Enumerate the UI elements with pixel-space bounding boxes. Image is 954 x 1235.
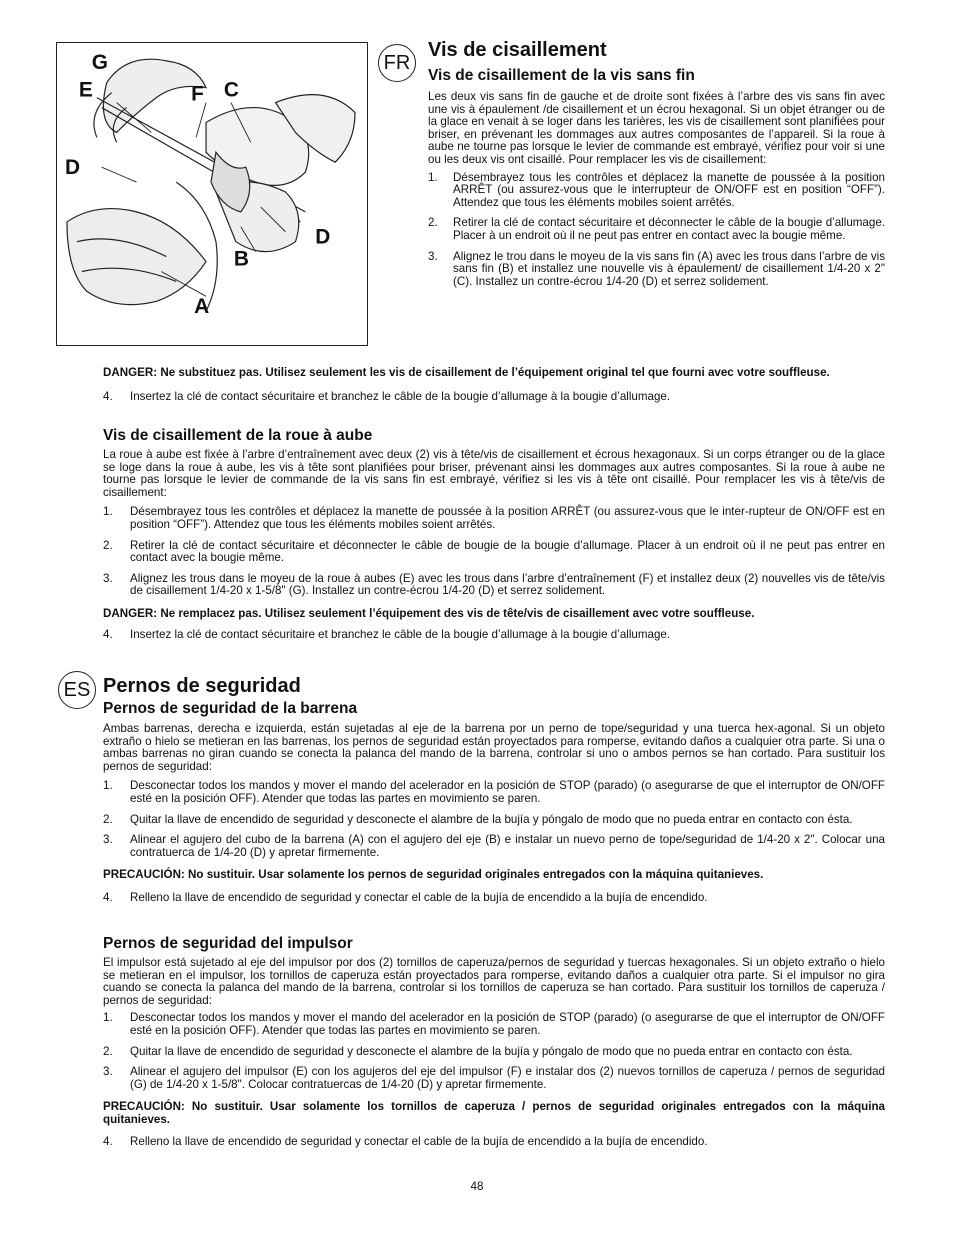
list-item (0, 892, 885, 905)
step-number: 4. (103, 389, 113, 403)
step-text: Quitar la llave de encendido de seguridad y desconecte el alambre de la bujía y póngalo de modo que no pueda entrar en contacto con ésta. (130, 812, 853, 826)
callout-e: E (78, 78, 93, 102)
es-sec1-intro: Ambas barrenas, derecha e izquierda, están sujetadas al eje de la barrena por un perno de tope/seguridad y una tuerca hex-agonal. Si un objeto extraño o hielo se metieran en las barrenas, los pernos de seguridad están proyectados para romperse, evitando daños a cualquier otra parte. Si una o ambas barrenas no giran cuando se conecta la palanca del mando de la barrena, controlar si uno o ambos pernos se han cortado. Para sustituir los pernos de seguridad: (103, 722, 885, 773)
fr-sec2-intro: La roue à aube est fixée à l’arbre d’entraînement avec deux (2) vis à tête/vis de cisaillement et écrous hexagonaux. Si un corps étranger ou de la glace se loge dans la roue à aube, les vis à tête sont planifiées pour briser, prévenant ainsi les dommages aux autres composantes. Si la roue à aube ne tourne pas lorsque le levier de commande de la vis sans fin est embrayé, vérifiez si les vis à tête ont cisaillé. Pour remplacer les vis à tête/vis de cisaillement: (103, 448, 885, 499)
step-number: 3. (103, 833, 113, 847)
fr-sec1-intro: Les deux vis sans fin de gauche et de droite sont fixées à l’arbre des vis sans fin avec une vis à épaulement /de cisaillement et un écrou hexagonal. Si un objet étranger ou de la glace en venait à se loger dans les tarières, les vis de cisaillement sont planifiées pour briser, en prévenant les dommages aux autres composantes de l’appareil. Si la roue à aube ne tourne pas lorsque le levier de commande est embrayé, vérifiez pour voir si une ou les deux vis ont cisaillé. Pour remplacer les vis de cisaillement: (428, 90, 885, 166)
auger-impeller-drawing (57, 43, 367, 345)
step-text: Retirer la clé de contact sécuritaire et déconnecter le câble de la bougie d’allumage. Placer à un endroit où il ne peut pas entrer en contact avec la bougie même. (453, 216, 885, 242)
step-text: Désembrayez tous les contrôles et déplacez la manette de poussée à la position ARRÊT (ou assurez-vous que le inter-rupteur de ON/OFF est en position “OFF”). Attendez que tous les éléments mobiles soient arrêtés. (130, 505, 885, 531)
step-number: 3. (103, 571, 113, 585)
list-item (0, 780, 885, 805)
step-text: Retirer la clé de contact sécuritaire et déconnecter le câble de bougie de la bougie d’allumage. Placer à un endroit où il ne peut pas entrer en contact avec la bougie même. (130, 538, 885, 565)
step-text: Desconectar todos los mandos y mover el mando del acelerador en la posición de STOP (parado) (o asegurarse de que el interruptor de ON/OFF esté en la posición OFF). Atender que todas las partes en movimiento se paren. (130, 1011, 885, 1037)
step-text: Alinear el agujero del cubo de la barrena (A) con el agujero del eje (B) e instalar un nuevo perno de tope/seguridad de 1/4-20 x 2". Colocar una contratuerca de 1/4-20 (D) y apretar firmemente. (130, 833, 885, 859)
step-number: 2. (428, 216, 438, 230)
step-text: Désembrayez tous les contrôles et déplacez la manette de poussée à la position ARRÊT (ou assurez-vous que le interrupteur de ON/OFF est en position “OFF”). Attendez que tous les éléments mobiles soient arrêtés. (453, 170, 885, 209)
step-text: Relleno la llave de encendido de seguridad y conectar el cable de la bujía de encendido a la bujía de encendido. (130, 1134, 708, 1148)
fr-language-badge (378, 44, 416, 82)
es-sec2-heading: Pernos de seguridad del impulsor (103, 935, 353, 952)
callout-d-left: D (64, 156, 81, 180)
es-sec1-heading: Pernos de seguridad de la barrena (103, 700, 358, 717)
list-item (0, 506, 885, 531)
list-item (428, 172, 885, 210)
es-sec2-body (103, 957, 885, 1148)
step-number: 1. (103, 1011, 113, 1025)
step-text: Alinear el agujero del impulsor (E) con los agujeros del eje del impulsor (F) e instalar dos (2) nuevos tornillos de caperuza / pernos de seguridad (G) de 1/4-20 x 1-5/8". Colocar contratuercas de 1/4-20 (D) y apretar firmemente. (130, 1065, 885, 1091)
callout-b: B (233, 247, 249, 271)
step-number: 4. (103, 627, 113, 641)
step-text: Alignez le trou dans le moyeu de la vis sans fin (A) avec les trous dans l’arbre de vis sans fin (B) et installez une nouvelle vis à épaulement/ de cisaillement 1/4-20 x 2" (C). Installez un contre-écrou 1/4-20 (D) et serrez solidement. (453, 249, 885, 288)
step-text: Insertez la clé de contact sécuritaire et branchez le câble de la bougie d’allumage à la bougie d’allumage. (130, 389, 671, 403)
step-number: 2. (103, 1044, 113, 1058)
es-sec1-danger: PRECAUCIÓN: No sustituir. Usar solamente los pernos de seguridad originales entregados con la máquina quitanieves. (103, 868, 764, 882)
fr-sec1-lower (103, 367, 885, 403)
step-text: Alignez les trous dans le moyeu de la roue à aubes (E) avec les trous dans l’arbre d’entraînement (F) et installez deux (2) nouvelles vis de tête/vis de cisaillement 1/4-20 x 1-5/8" (G). Installez un contre-écrou 1/4-20 (D) et serrez solidement. (130, 571, 885, 598)
es-title: Pernos de seguridad (103, 675, 301, 697)
es-sec1-body (103, 723, 885, 905)
step-number: 3. (428, 249, 438, 263)
step-text: Quitar la llave de encendido de seguridad y desconecte el alambre de la bujía y póngalo de modo que no pueda entrar en contacto con ésta. (130, 1044, 853, 1058)
callout-d-right: D (315, 225, 331, 249)
step-number: 3. (103, 1065, 113, 1079)
step-text: Insertez la clé de contact sécuritaire et branchez le câble de la bougie d’allumage à la bougie d’allumage. (130, 627, 671, 641)
step-text: Desconectar todos los mandos y mover el mando del acelerador en la posición de STOP (parado) (o asegurarse de que el interruptor de ON/OFF esté en la posición OFF). Atender que todas las partes en movimiento se paren. (130, 779, 885, 805)
es-badge-text: ES (63, 679, 91, 701)
shear-bolt-illustration (56, 42, 368, 346)
callout-c: C (223, 78, 239, 102)
list-item (0, 1066, 885, 1091)
fr-title: Vis de cisaillement (428, 39, 607, 61)
step-number: 4. (103, 890, 113, 904)
page-number: 48 (470, 1180, 484, 1193)
callout-f: F (191, 82, 204, 106)
list-item (0, 1046, 885, 1059)
step-number: 4. (103, 1134, 113, 1148)
step-text: Relleno la llave de encendido de seguridad y conectar el cable de la bujía de encendido a la bujía de encendido. (130, 890, 708, 904)
step-number: 1. (103, 779, 113, 793)
list-item (428, 217, 885, 242)
fr-sec1-danger: DANGER: Ne substituez pas. Utilisez seulement les vis de cisaillement de l’équipement original tel que fourni avec votre souffleuse. (103, 366, 830, 379)
step-number: 1. (428, 170, 438, 184)
step-number: 2. (103, 812, 113, 826)
list-item (0, 573, 885, 598)
list-item (0, 814, 885, 827)
fr-sec2-body (103, 449, 885, 641)
fr-sec1-body (428, 91, 885, 288)
list-item (0, 1012, 885, 1037)
callout-g: G (91, 50, 109, 74)
fr-sec1-heading: Vis de cisaillement de la vis sans fin (428, 67, 695, 84)
list-item (0, 629, 885, 642)
step-number: 2. (103, 538, 113, 552)
list-item (0, 1136, 885, 1149)
list-item (0, 391, 885, 404)
callout-a: A (194, 295, 210, 319)
list-item (0, 834, 885, 859)
fr-badge-text: FR (383, 52, 411, 74)
list-item (0, 540, 885, 565)
fr-sec2-heading: Vis de cisaillement de la roue à aube (103, 427, 373, 444)
step-number: 1. (103, 505, 113, 519)
es-sec2-intro: El impulsor está sujetado al eje del impulsor por dos (2) tornillos de caperuza/pernos de seguridad y tuercas hexagonales. Si un objeto extraño o hielo se metieran en el impulsor, los tornillos de caperuza están proyectados para romperse, evitando daños a cualquier otra parte. Si el impulsor no gira cuando se conecta la palanca del mando de la barrena, controlar si los tornillos de caperuza se han cortado. Para sustituir los tornillos de caperuza / pernos de seguridad: (103, 956, 885, 1007)
es-language-badge (58, 671, 96, 709)
list-item (428, 251, 885, 289)
es-sec2-danger: PRECAUCIÓN: No sustituir. Usar solamente los tornillos de caperuza / pernos de seguridad originales entregados con la máquina quitanieves. (103, 1100, 885, 1126)
fr-sec2-danger: DANGER: Ne remplacez pas. Utilisez seulement l’équipement des vis de tête/vis de cisaillement avec votre souffleuse. (103, 606, 755, 620)
